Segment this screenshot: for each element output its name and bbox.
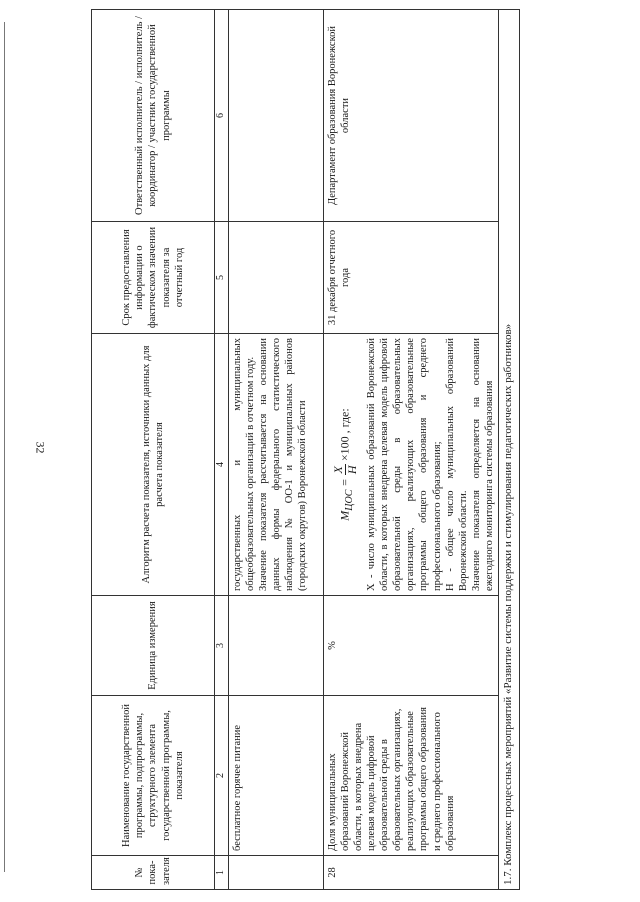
formula-rest: ×100 , где: bbox=[336, 408, 351, 462]
cell-num-empty bbox=[228, 856, 323, 890]
table-row-28 bbox=[323, 10, 499, 890]
header-num: № пока-зателя bbox=[92, 856, 215, 890]
header-row bbox=[92, 10, 215, 890]
cell-responsible-empty bbox=[228, 10, 323, 222]
indicator-table-rotated bbox=[91, 10, 551, 890]
header-name: Наименование государственной программы, подпрограммы, структурного элемента государственной программы, показателя bbox=[92, 696, 215, 856]
section-title: 1.7. Комплекс процессных мероприятий «Развитие системы поддержки и стимулирования педагогических работников» bbox=[499, 10, 520, 890]
column-number: 5 bbox=[215, 222, 229, 334]
cell-deadline-empty bbox=[228, 222, 323, 334]
column-number: 1 bbox=[215, 856, 229, 890]
cell-unit-empty bbox=[228, 596, 323, 696]
header-algorithm: Алгоритм расчета показателя, источники данных для расчета показателя bbox=[92, 334, 215, 596]
header-deadline: Срок предоставления информации о фактическом значении показателя за отчетный год bbox=[92, 222, 215, 334]
cell-algorithm: государственных и муниципальных общеобразовательных организаций в отчетном году. Значение показателя рассчитывается на основании данных формы федерального статистического наблюдения № ОО-1 и муниципальных районов (городских округов) Воронежской области bbox=[228, 334, 323, 596]
formula-subscript: ЦОС bbox=[343, 489, 355, 511]
formula-denominator: H bbox=[344, 465, 359, 475]
column-number: 6 bbox=[215, 10, 229, 222]
cell-num: 28 bbox=[323, 856, 499, 890]
header-responsible: Ответственный исполнитель / исполнитель / координатор / участник государственной программы bbox=[92, 10, 215, 222]
table-row-continued bbox=[228, 10, 323, 890]
formula-lhs: M bbox=[336, 510, 351, 521]
page-number: 32 bbox=[33, 441, 48, 454]
section-row bbox=[499, 10, 520, 890]
cell-deadline: 31 декабря отчетного года bbox=[323, 222, 499, 334]
algorithm-text: X - число муниципальных образований Воронежской области, в которых внедрена целевая модель цифровой образовательной среды в образовательных организациях, реализующих образовательные программы общего образования и среднего профессионального образования; H - общее число муниципальных образований Воронежской области. Значение показателя определяется на основании ежегодного мониторинга системы образования bbox=[365, 338, 495, 591]
formula-numerator: X bbox=[330, 466, 345, 474]
cell-unit: % bbox=[323, 596, 499, 696]
column-number: 2 bbox=[215, 696, 229, 856]
cell-name: бесплатное горячее питание bbox=[228, 696, 323, 856]
column-number: 4 bbox=[215, 334, 229, 596]
column-number: 3 bbox=[215, 596, 229, 696]
column-number-row bbox=[215, 10, 229, 890]
cell-algorithm bbox=[323, 334, 499, 596]
cell-name: Доля муниципальных образований Воронежской области, в которых внедрена целевая модель цифровой образовательной среды в образовательных организациях, реализующих образовательные программы общего образования и среднего профессионального образования bbox=[323, 696, 499, 856]
formula: $M_{ЦОС}$ = X H ×100 , где: bbox=[330, 408, 359, 521]
formula-fraction bbox=[332, 464, 359, 475]
header-unit: Единица измерения bbox=[92, 596, 215, 696]
cell-responsible: Департамент образования Воронежской области bbox=[323, 10, 499, 222]
divider-line bbox=[4, 22, 5, 872]
indicator-table bbox=[91, 9, 520, 890]
